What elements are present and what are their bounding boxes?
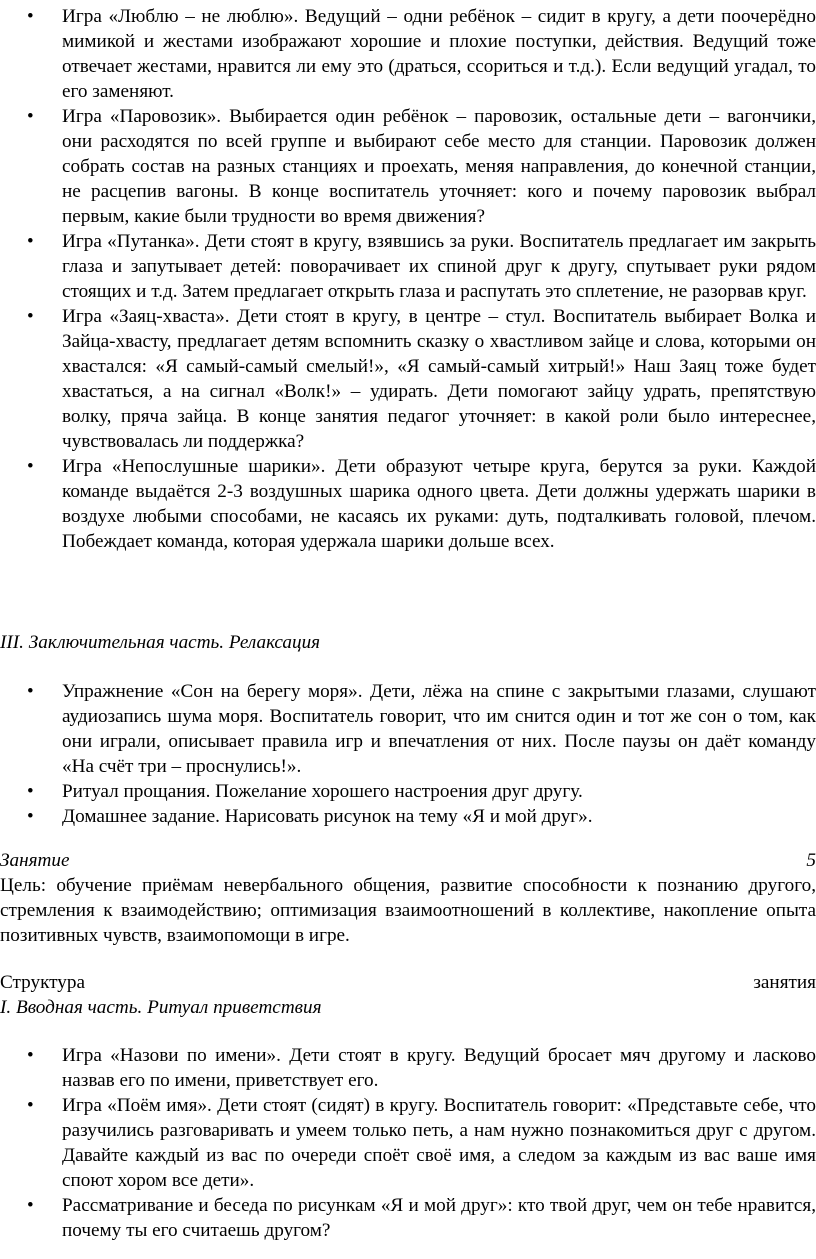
list-item: • Рассматривание и беседа по рисункам «Я и мой друг»: кто твой друг, чем он тебе нравится, почему ты его считаешь другом? xyxy=(0,1193,816,1243)
list-item: • Игра «Назови по имени». Дети стоят в кругу. Ведущий бросает мяч другому и ласково назвав его по имени, приветствует его. xyxy=(0,1043,816,1093)
list-item: • Игра «Люблю – не люблю». Ведущий – одни ребёнок – сидит в кругу, а дети поочерёдно мимикой и жестами изображают хорошие и плохие поступки, действия. Ведущий тоже отвечает жестами, нравится ли ему это (драться, ссориться и т.д.). Если ведущий угадал, то его заменяют. xyxy=(0,4,816,104)
relaxation-list xyxy=(0,679,816,829)
section-heading-intro: I. Вводная часть. Ритуал приветствия xyxy=(0,997,322,1018)
structure-label: Структура xyxy=(0,972,86,993)
games-list xyxy=(0,4,816,554)
list-item: • Игра «Паровозик». Выбирается один ребёнок – паровозик, остальные дети – вагончики, они расходятся по всей группе и выбирают себе место для станции. Паровозик должен собрать состав на разных станциях и проехать, меняя направления, до конечной станции, не расцепив вагоны. В конце воспитатель уточняет: кого и почему паровозик выбрал первым, какие были трудности во время движения? xyxy=(0,104,816,229)
list-item: • Домашнее задание. Нарисовать рисунок на тему «Я и мой друг». xyxy=(0,804,816,829)
list-item: • Игра «Заяц-хваста». Дети стоят в кругу, в центре – стул. Воспитатель выбирает Волка и Зайца-хвасту, предлагает детям вспомнить сказку о хвастливом зайце и слова, которыми он хвастался: «Я самый-самый смелый!», «Я самый-самый хитрый!» Наш Заяц тоже будет хвастаться, а на сигнал «Волк!» – удирать. Дети помогают зайцу удрать, препятствую волку, пряча зайца. В конце занятия педагог уточняет: в какой роли было интереснее, чувствовалась ли поддержка? xyxy=(0,304,816,454)
intro-list xyxy=(0,1043,816,1243)
lesson-label: Занятие xyxy=(0,850,70,871)
list-item: • Игра «Поём имя». Дети стоят (сидят) в кругу. Воспитатель говорит: «Представьте себе, что разучились разговаривать и умеем только петь, а нам нужно познакомиться друг с другом. Давайте каждый из вас по очереди споёт своё имя, а следом за каждым из вас ваше имя споют хором все дети». xyxy=(0,1093,816,1193)
structure-label-right: занятия xyxy=(753,972,816,993)
list-item: • Упражнение «Сон на берегу моря». Дети, лёжа на спине с закрытыми глазами, слушают аудиозапись шума моря. Воспитатель говорит, что им снится один и тот же сон о том, как они играли, описывает правила игр и впечатления от них. После паузы он даёт команду «На счёт три – проснулись!». xyxy=(0,679,816,779)
section-heading-relaxation: III. Заключительная часть. Релаксация xyxy=(0,632,321,653)
lesson-title-row xyxy=(0,848,816,873)
lesson-number: 5 xyxy=(806,850,816,871)
list-item: • Игра «Путанка». Дети стоят в кругу, взявшись за руки. Воспитатель предлагает им закрыть глаза и запутывает детей: поворачивает их спиной друг к другу, спутывает руки рядом стоящих и т.д. Затем предлагает открыть глаза и распутать это сплетение, не разорвав круг. xyxy=(0,229,816,304)
structure-row xyxy=(0,970,816,995)
list-item: • Игра «Непослушные шарики». Дети образуют четыре круга, берутся за руки. Каждой команде выдаётся 2-3 воздушных шарика одного цвета. Дети должны удержать шарики в воздухе любыми способами, не касаясь их руками: дуть, подталкивать головой, плечом. Побеждает команда, которая удержала шарики дольше всех. xyxy=(0,454,816,554)
list-item: • Ритуал прощания. Пожелание хорошего настроения друг другу. xyxy=(0,779,816,804)
lesson-goal: Цель: обучение приёмам невербального общения, развитие способности к познанию другого, стремления к взаимодействию; оптимизация взаимоотношений в коллективе, накопление опыта позитивных чувств, взаимопомощи в игре. xyxy=(0,875,816,946)
